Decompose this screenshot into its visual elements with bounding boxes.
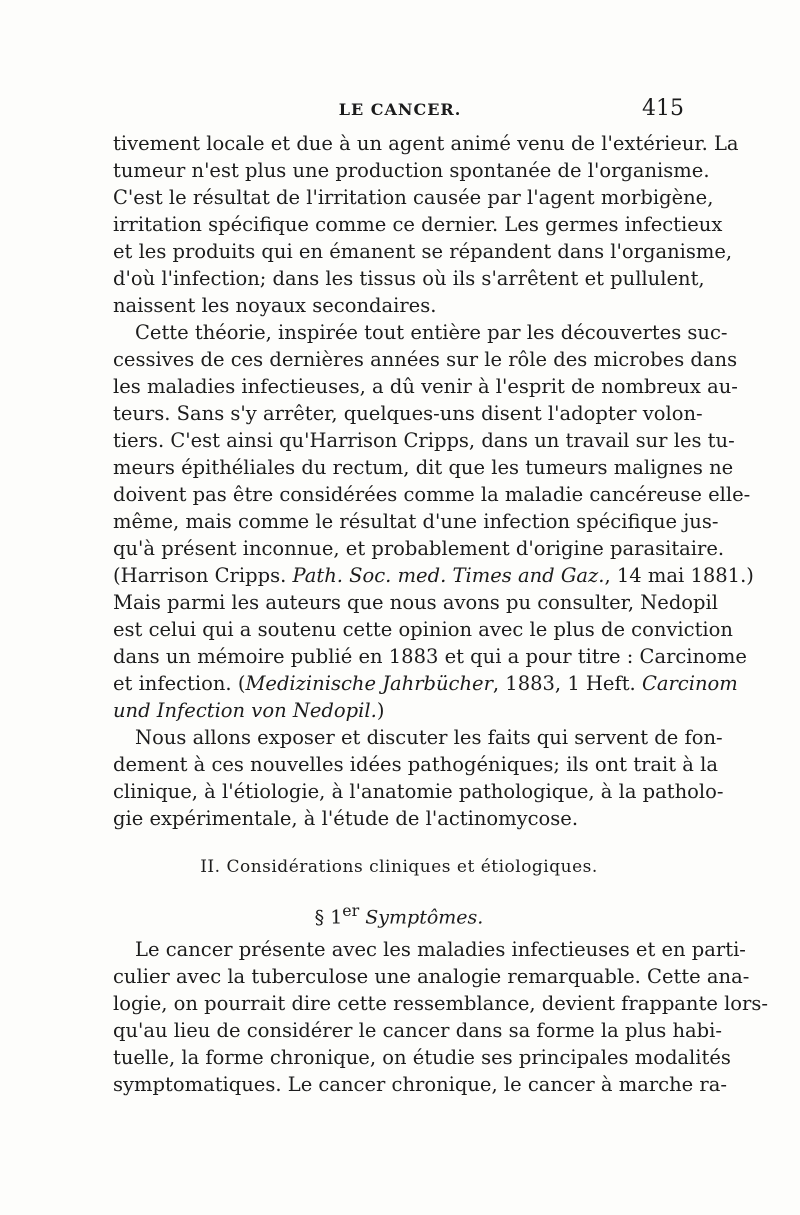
text-line: symptomatiques. Le cancer chronique, le cancer à marche ra- <box>113 1073 727 1096</box>
section-heading: II. Considérations cliniques et étiologiques. <box>200 857 598 877</box>
text-line: clinique, à l'étiologie, à l'anatomie pathologique, à la patholo- <box>113 780 724 803</box>
text-line: les maladies infectieuses, a dû venir à l'esprit de nombreux au- <box>113 375 738 398</box>
text-line: tiers. C'est ainsi qu'Harrison Cripps, dans un travail sur les tu- <box>113 429 735 452</box>
text-line: Cette théorie, inspirée tout entière par les découvertes suc- <box>135 321 728 344</box>
text-line: tuelle, la forme chronique, on étudie ses principales modalités <box>113 1046 731 1069</box>
text-line: Nous allons exposer et discuter les faits qui servent de fon- <box>135 726 723 749</box>
subsection-heading <box>113 896 685 929</box>
citation-line <box>113 697 685 724</box>
citation-text: (Harrison Cripps. <box>113 564 293 587</box>
paragraph-2 <box>113 319 754 724</box>
citation-journal: Medizinische Jahrbücher <box>245 672 493 695</box>
section-sign: § 1 <box>314 906 343 929</box>
subsection-title: Symptômes. <box>365 906 484 929</box>
running-head <box>116 96 684 130</box>
text-line: cessives de ces dernières années sur le rôle des microbes dans <box>113 348 738 371</box>
paragraph-1 <box>113 130 739 319</box>
text-line: C'est le résultat de l'irritation causée par l'agent morbigène, <box>113 186 714 209</box>
ordinal-suffix: er <box>342 901 360 920</box>
paragraph-3 <box>113 724 724 832</box>
text-line: Mais parmi les auteurs que nous avons pu consulter, Nedopil <box>113 591 719 614</box>
text-line: culier avec la tuberculose une analogie remarquable. Cette ana- <box>113 965 750 988</box>
citation-line <box>113 670 738 697</box>
text-line: doivent pas être considérées comme la maladie cancéreuse elle- <box>113 483 751 506</box>
text-line: et les produits qui en émanent se répandent dans l'organisme, <box>113 240 733 263</box>
text-line: qu'à présent inconnue, et probablement d'origine parasitaire. <box>113 537 725 560</box>
citation-text: , 1883, 1 Heft. <box>492 672 642 695</box>
running-title: LE CANCER. <box>338 100 462 119</box>
page-number: 415 <box>642 96 684 121</box>
text-line: dans un mémoire publié en 1883 et qui a pour titre : Carcinome <box>113 645 747 668</box>
text-line: gie expérimentale, à l'étude de l'actinomycose. <box>113 807 579 830</box>
text-line: logie, on pourrait dire cette ressemblance, devient frappante lors- <box>113 992 768 1015</box>
citation-line <box>113 562 754 589</box>
citation-text: ) <box>376 699 385 722</box>
citation-text: et infection. ( <box>113 672 246 695</box>
text-line: est celui qui a soutenu cette opinion avec le plus de conviction <box>113 618 733 641</box>
text-line: d'où l'infection; dans les tissus où ils s'arrêtent et pullulent, <box>113 267 705 290</box>
text-line: Le cancer présente avec les maladies infectieuses et en parti- <box>135 938 746 961</box>
text-line: naissent les noyaux secondaires. <box>113 294 437 317</box>
body-text <box>113 130 768 1098</box>
text-line: irritation spécifique comme ce dernier. Les germes infectieux <box>113 213 723 236</box>
citation-title: Carcinom <box>641 672 738 695</box>
text-line: tumeur n'est plus une production spontanée de l'organisme. <box>113 159 710 182</box>
citation-journal: Path. Soc. med. Times and Gaz. <box>292 564 605 587</box>
text-line: meurs épithéliales du rectum, dit que les tumeurs malignes ne <box>113 456 734 479</box>
text-line: teurs. Sans s'y arrêter, quelques-uns disent l'adopter volon- <box>113 402 703 425</box>
text-line: dement à ces nouvelles idées pathogéniques; ils ont trait à la <box>113 753 718 776</box>
text-line: tivement locale et due à un agent animé venu de l'extérieur. La <box>113 132 739 155</box>
citation-title: und Infection von Nedopil. <box>113 699 377 722</box>
citation-date: , 14 mai 1881.) <box>604 564 754 587</box>
text-line: même, mais comme le résultat d'une infection spécifique jus- <box>113 510 719 533</box>
text-line: qu'au lieu de considérer le cancer dans sa forme la plus habi- <box>113 1019 722 1042</box>
paragraph-4 <box>113 936 768 1098</box>
